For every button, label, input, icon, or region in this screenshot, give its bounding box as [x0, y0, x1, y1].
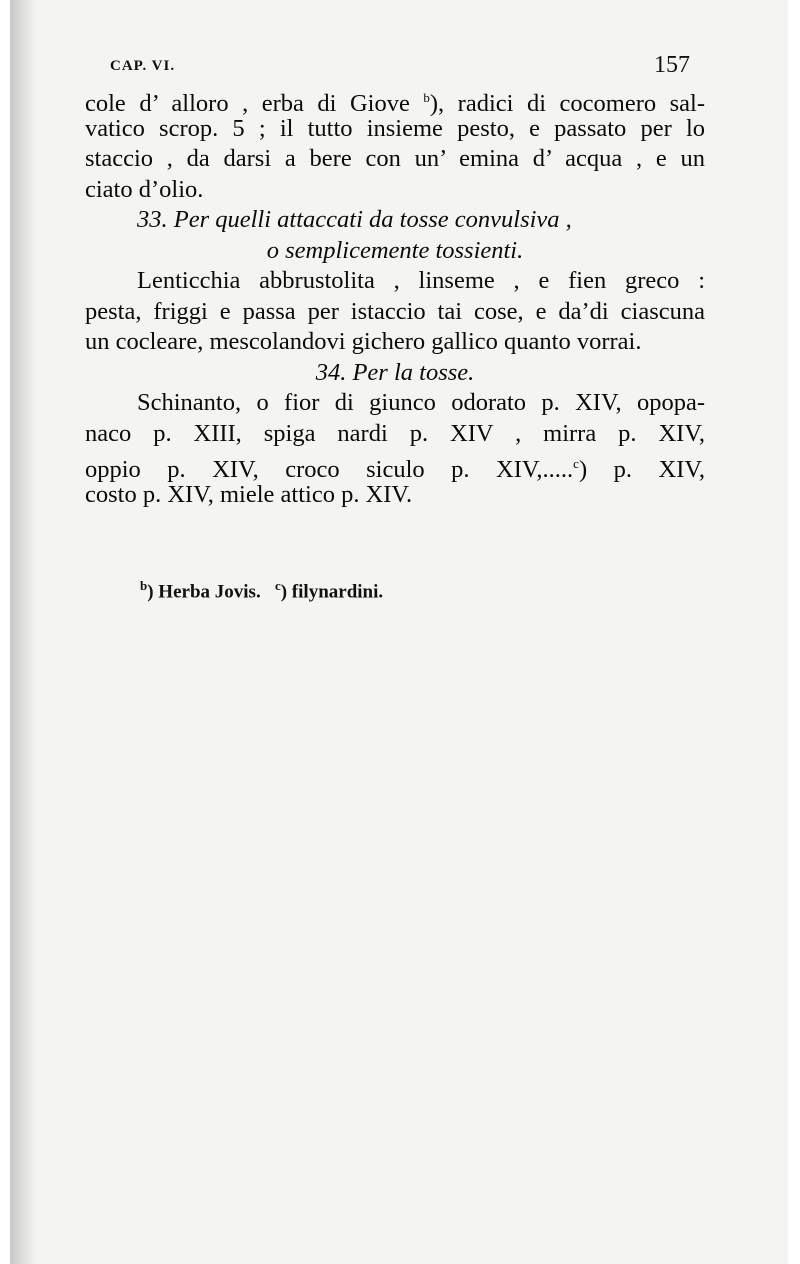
- running-header: [110, 52, 690, 82]
- text-line: [85, 83, 705, 118]
- binding-shadow: [10, 0, 36, 1264]
- footnote-ref: c: [573, 456, 579, 471]
- text-line: costo p. XIV, miele attico p. XIV.: [85, 480, 413, 508]
- book-page: [10, 0, 788, 1264]
- footnote-c: ) filynardini.: [280, 581, 384, 603]
- text-fragment: ) p. XIV,: [578, 456, 706, 484]
- text-line: ciato d’olio.: [85, 175, 204, 203]
- section-heading-33: 33. Per quelli attaccati da tosse convulsiva ,: [137, 206, 572, 233]
- text-line: staccio , da darsi a bere con un’ emina d’ acqua , e un: [85, 145, 705, 172]
- section-heading-33-cont: o semplicemente tossienti.: [266, 236, 524, 264]
- text-line: naco p. XIII, spiga nardi p. XIV , mirra p. XIV,: [85, 419, 705, 447]
- text-line: [85, 449, 706, 484]
- page-number: 157: [654, 52, 690, 78]
- footnote-b: ) Herba Jovis.: [147, 581, 261, 603]
- chapter-label: CAP. VI.: [110, 58, 176, 74]
- footnotes: [140, 578, 640, 603]
- section-heading-34: 34. Per la tosse.: [315, 358, 475, 386]
- footnote-ref: b: [423, 90, 430, 105]
- footnote-mark: c: [274, 578, 281, 593]
- text-line: Schinanto, o fior di giunco odorato p. XIV, opopa-: [137, 389, 705, 416]
- text-fragment: ), radici di cocomero sal-: [429, 90, 705, 118]
- text-line: Lenticchia abbrustolita , linseme , e fien greco :: [137, 267, 705, 294]
- text-line: vatico scrop. 5 ; il tutto insieme pesto, e passato per lo: [85, 114, 705, 142]
- body-text: [85, 83, 705, 510]
- text-line: pesta, friggi e passa per istaccio tai cose, e da’di ciascuna: [85, 297, 705, 325]
- text-line: un cocleare, mescolandovi gichero gallico quanto vorrai.: [85, 328, 642, 355]
- text-fragment: cole d’ alloro , erba di Giove: [85, 90, 410, 118]
- footnote-mark: b: [140, 578, 148, 593]
- text-fragment: oppio p. XIV, croco siculo p. XIV,.....: [85, 456, 574, 484]
